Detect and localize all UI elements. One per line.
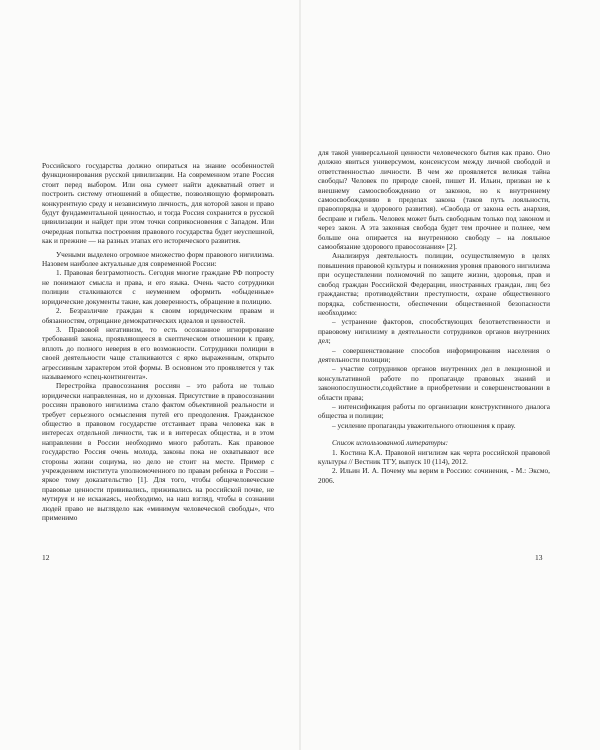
- right-page-text: [318, 148, 550, 485]
- paragraph: Учеными выделено огромное множество форм правового нигилизма. Назовем наиболее актуальные для современной России:: [42, 249, 274, 269]
- paragraph: Перестройка правосознания россиян – это работа не только юридически направленная, но и духовная. Присутствие в правосознании россиян правового нигилизма стало фактом объективной реальности и требует серьезного осмысления путей его преодоления. Гражданское общество в правовом государстве отстаивает права человека как в интересах отдельной личности, так и в интересах общества, и в этом направлении в России необходимо много работать. Как правовое государство Россия очень молода, законы пока не охватывают все стороны жизни социума, но дело не стоит на месте. Пример с учреждением института уполномоченного по правам ребенка в России – яркое тому доказательство [1]. Для того, чтобы общечеловеческие правовые ценности прививались, приживались на российской почве, не мутируя и не искажаясь, необходимо, на наш взгляд, чтобы в сознании людей право не выглядело как «минимум человеческой свободы», что применимо: [42, 381, 274, 523]
- list-item: – совершенствование способов информирования населения о деятельности полиции;: [318, 345, 550, 364]
- paragraph: Российского государства должно опираться на знание особенностей функционирования русской цивилизации. На современном этапе Россия стоит перед выбором. Или она сумеет найти адекватный ответ и построить систему отношений в обществе, позволяющую формировать конкурентную среду и независимую личность, для которой закон и право будут фундаментальной ценностью, и тогда Россия сохранится в русской цивилизации и найдет при этом точки соприкосновения с Западом. Или очередная попытка построения правового государства будет неуспешной, как и прежние — на разных этапах его исторического развития.: [42, 161, 274, 246]
- paragraph: 1. Правовая безграмотность. Сегодня многие граждане РФ попросту не понимают смысла и права, и его языка. Очень часто сотрудники полиции сталкиваются с неумением оформить «обыденные» юридические документы такие, как доверенность, обращение в полицию.: [42, 268, 274, 306]
- left-page-text: [42, 161, 274, 522]
- page-number-right: 13: [535, 553, 543, 562]
- list-item: – устранение факторов, способствующих безответственности и правовому нигилизму в деятельности сотрудников органов внутренних дел;: [318, 317, 550, 346]
- page-number-left: 12: [42, 553, 50, 562]
- list-item: – участие сотрудников органов внутренних дел в лекционной и консультативной работе по пропаганде правовых знаний и законопослушности,содействие в приобретении и совершенствовании в области права;: [318, 364, 550, 402]
- paragraph: Анализируя деятельность полиции, осуществляемую в целях повышения правовой культуры и понижения уровня правового нигилизма при осуществлении полномочий по защите жизни, здоровья, прав и свобод граждан Российской Федерации, иностранных граждан, лиц без гражданства; противодействии преступности, охране общественного порядка, собственности, обеспечении общественной безопасности необходимо:: [318, 251, 550, 317]
- page-fold: [299, 0, 301, 750]
- paragraph: для такой универсальной ценности человеческого бытия как право. Оно должно явиться универсумом, консенсусом между личной свободой и ответственностью личности. В чем же проявляется великая тайна свободы? Человек по природе своей, пишет И. Ильин, призван не к внешнему самоосвобождению от законов, но к внутреннему самоосвобождению в пределах закона (таков путь лояльности, правопорядка и здорового развития). «Свобода от закона есть анархия, беспраие и гибель. Человек может быть свободным только под законом и через закон. А эта законная свобода будет тем прочнее и полнее, чем больше она опирается на внутреннюю свободу – на лояльное самообязание здорового правосознания» [2].: [318, 148, 550, 252]
- paragraph: 2. Безразличие граждан к своим юридическим правам и обязанностям, отрицание демократических идеалов и ценностей.: [42, 306, 274, 325]
- reference-item: 1. Костина К.А. Правовой нигилизм как черта российской правовой культуры // Вестник ТГУ, выпуск 10 (114), 2012.: [318, 447, 550, 466]
- paragraph: 3. Правовой негативизм, то есть осознанное игнорирование требований закона, проявляющееся в скептическом отношении к праву, вплоть до полного неверия в его возможности. Сотрудники полиции в своей деятельности чаще сталкиваются с ярко выраженным, открыто агрессивным характером этой формы. В основном это проявляется у так называемого «спец-контингента».: [42, 324, 274, 381]
- list-item: – усиление пропаганды уважительного отношения к праву.: [332, 420, 516, 430]
- reference-item: 2. Ильин И. А. Почему мы верим в Россию: сочинения, - М.: Эксмо, 2006.: [318, 466, 550, 485]
- list-item: – интенсификация работы по организации конструктивного диалога общества и полиции;: [318, 401, 550, 421]
- references-title: Список использованной литературы:: [332, 438, 449, 448]
